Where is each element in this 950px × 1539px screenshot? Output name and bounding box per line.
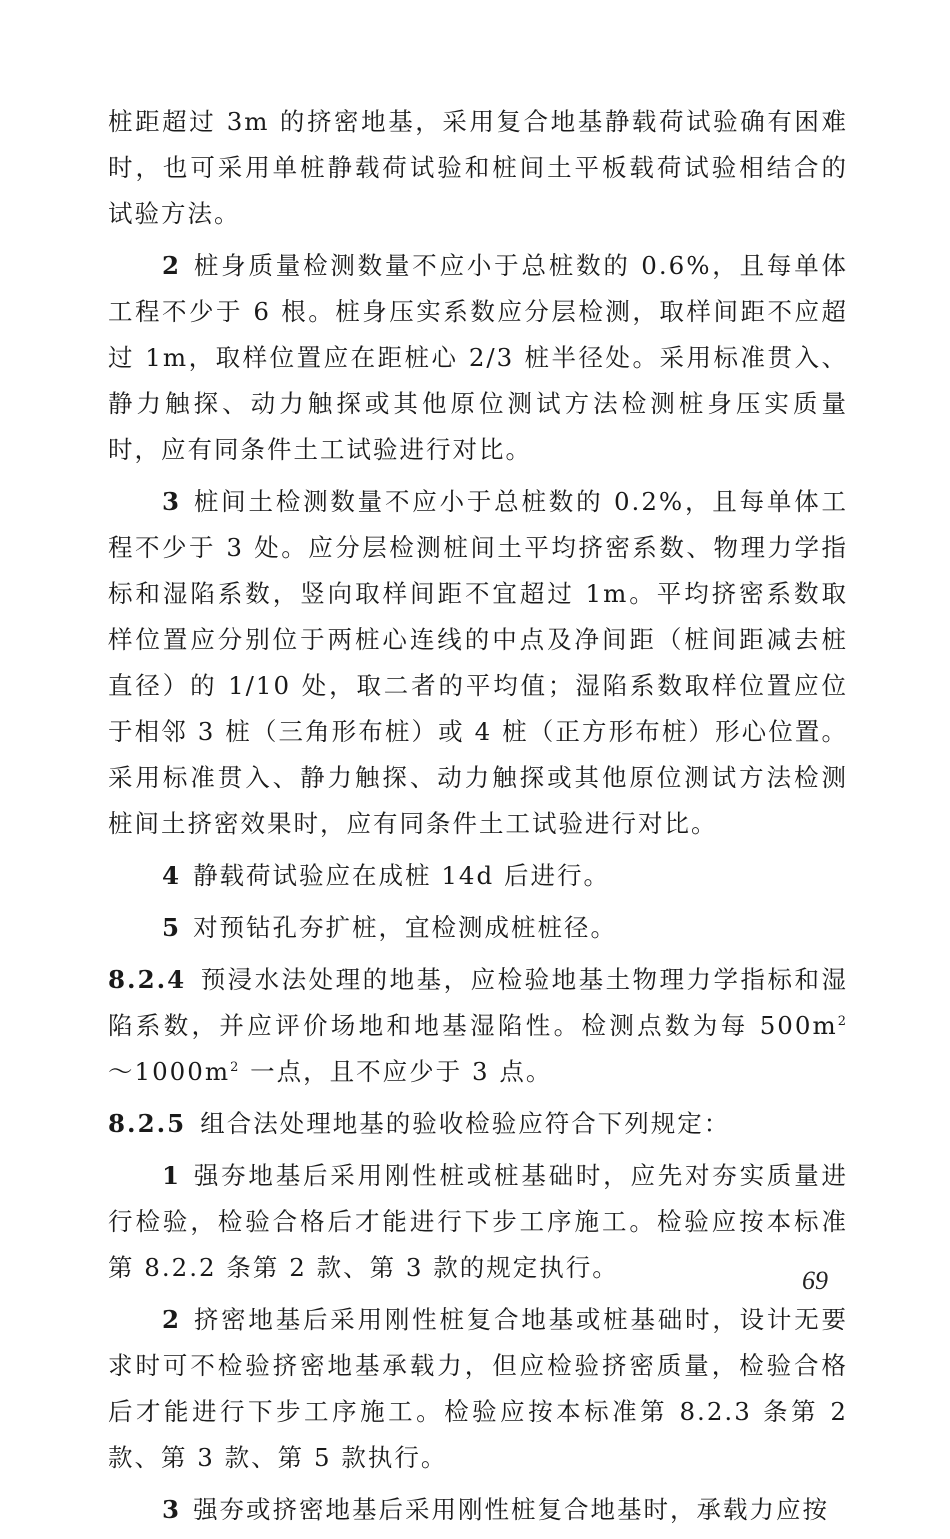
item-number: 1 — [162, 1161, 182, 1190]
clause-text: ～1000m — [108, 1057, 231, 1086]
paragraph-continued — [108, 99, 848, 237]
paragraph-text: 强夯地基后采用刚性桩或桩基础时，应先对夯实质量进行检验，检验合格后才能进行下步工序施工。检验应按本标准第 8.2.2 条第 2 款、第 3 款的规定执行。 — [108, 1161, 848, 1282]
paragraph-item-5 — [108, 905, 848, 951]
paragraph-item-2 — [108, 243, 848, 473]
page-number: 69 — [802, 1266, 828, 1295]
paragraph-text: 静载荷试验应在成桩 14d 后进行。 — [193, 861, 610, 890]
paragraph-text: 对预钻孔夯扩桩，宜检测成桩桩径。 — [193, 913, 618, 942]
item-number: 2 — [162, 1305, 182, 1334]
clause-number: 8.2.5 — [108, 1109, 187, 1138]
clause-text: 组合法处理地基的验收检验应符合下列规定： — [200, 1109, 731, 1138]
sub-item-1 — [108, 1153, 848, 1291]
clause-8-2-5 — [108, 1101, 848, 1147]
item-number: 4 — [162, 861, 182, 890]
paragraph-text: 桩间土检测数量不应小于总桩数的 0.2%，且每单体工程不少于 3 处。应分层检测桩间土平均挤密系数、物理力学指标和湿陷系数，竖向取样间距不宜超过 1m。平均挤密系数取样位置应分别位于两桩心连线的中点及净间距（桩间距减去桩直径）的 1/10 处，取二者的平均值；湿陷系数取样位置应位于相邻 3 桩（三角形布桩）或 4 桩（正方形布桩）形心位置。采用标准贯入、静力触探、动力触探或其他原位测试方法检测桩间土挤密效果时，应有同条件土工试验进行对比。 — [108, 487, 848, 838]
item-number: 3 — [162, 1495, 182, 1524]
item-number: 5 — [162, 913, 182, 942]
paragraph-text: 挤密地基后采用刚性桩复合地基或桩基础时，设计无要求时可不检验挤密地基承载力，但应检验挤密质量，检验合格后才能进行下步工序施工。检验应按本标准第 8.2.3 条第 2 款、第 3 款、第 5 款执行。 — [108, 1305, 848, 1472]
superscript: 2 — [230, 1059, 241, 1075]
item-number: 3 — [162, 487, 182, 516]
paragraph-text: 桩距超过 3m 的挤密地基，采用复合地基静载荷试验确有困难时，也可采用单桩静载荷试验和桩间土平板载荷试验相结合的试验方法。 — [108, 107, 848, 228]
paragraph-item-4 — [108, 853, 848, 899]
clause-text: 预浸水法处理的地基，应检验地基土物理力学指标和湿陷系数，并应评价场地和地基湿陷性。检测点数为每 500m — [108, 965, 848, 1040]
paragraph-item-3 — [108, 479, 848, 847]
sub-item-3 — [108, 1487, 848, 1533]
body-text — [108, 99, 848, 1539]
item-number: 2 — [162, 251, 182, 280]
sub-item-2 — [108, 1297, 848, 1481]
paragraph-text: 桩身质量检测数量不应小于总桩数的 0.6%，且每单体工程不少于 6 根。桩身压实系数应分层检测，取样间距不应超过 1m，取样位置应在距桩心 2/3 桩半径处。采用标准贯入、静力触探、动力触探或其他原位测试方法检测桩身压实质量时，应有同条件土工试验进行对比。 — [108, 251, 848, 464]
clause-text: 一点，且不应少于 3 点。 — [240, 1057, 553, 1086]
clause-8-2-4 — [108, 957, 848, 1095]
paragraph-text: 强夯或挤密地基后采用刚性桩复合地基时，承载力应按 — [193, 1495, 830, 1524]
superscript: 2 — [837, 1013, 848, 1029]
clause-number: 8.2.4 — [108, 965, 187, 994]
